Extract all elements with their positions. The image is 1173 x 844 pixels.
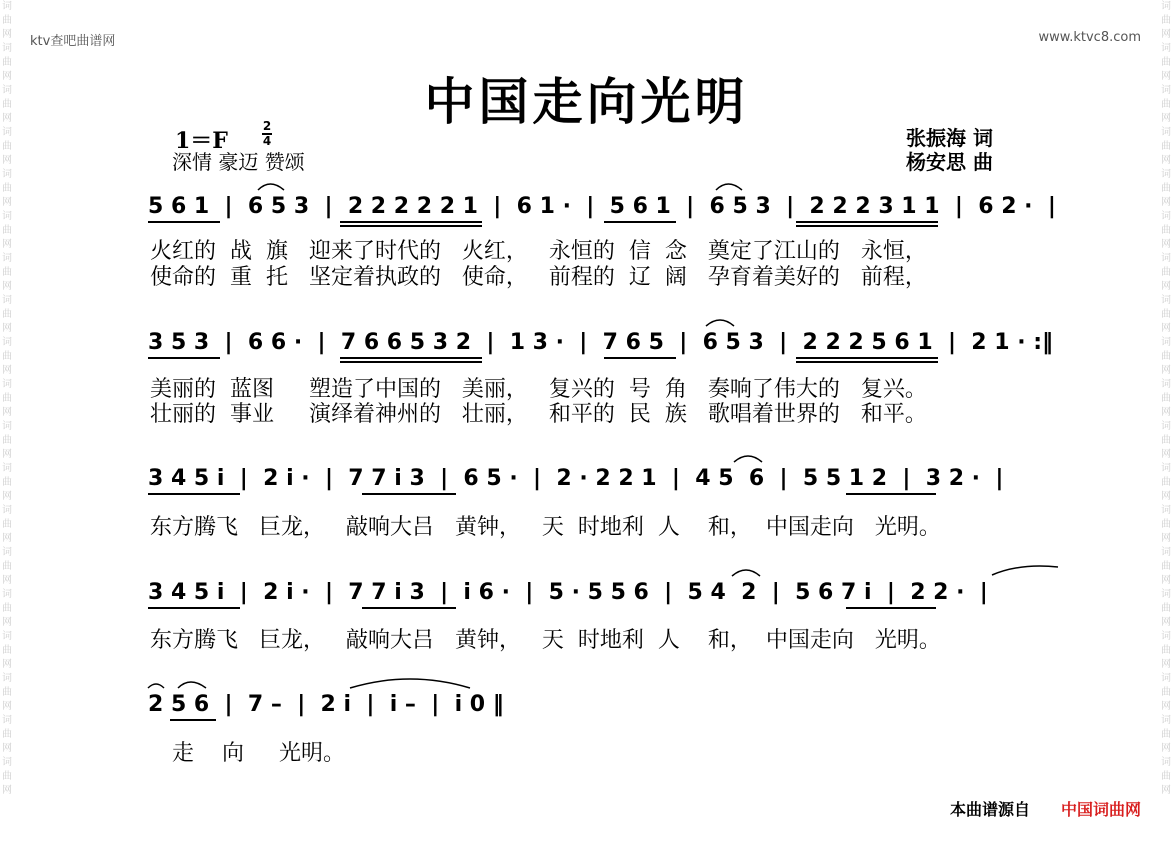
key-signature: 1＝F [175,128,228,154]
composer-credit: 杨安思 曲 [906,150,993,174]
site-url-right[interactable]: www.ktvc8.com [1038,30,1141,45]
notation-row-1: 5 6 1 | 6 5 3 | 2 2 2 2 2 1 | 6 1 · | 5 6 1 | 6 5 3 | 2 2 2 3 1 1 | 6 2 · | [148,194,1056,219]
notation-row-4: 3 4 5 i | 2 i · | 7 7 i 3 | i 6 · | 5 · 5 5 6 | 5 4 2 | 5 6 7 i | 2 2 · | [148,580,988,605]
slur-row2 [706,320,734,326]
song-title: 中国走向光明 [424,72,749,131]
lyric-row-4: 东方腾飞 巨龙， 敲响大吕 黄钟， 天 时地利 人 和， 中国走向 光明。 [150,628,941,653]
tie-row4 [992,566,1058,575]
time-signature-top: 2 [262,119,272,133]
time-signature-bottom: 4 [262,134,272,148]
tempo-mood: 深情 豪迈 赞颂 [172,150,305,174]
slur-row5-a [148,684,164,688]
lyric-row-1-verse-2: 使命的 重 托 坚定着执政的 使命， 前程的 辽 阔 孕育着美好的 前程， [150,265,927,290]
lyric-row-2-verse-1: 美丽的 蓝图 塑造了中国的 美丽， 复兴的 号 角 奏响了伟大的 复兴。 [150,377,927,402]
slur-row4-a [732,570,760,576]
notation-row-2: 3 5 3 | 6 6 · | 7 6 6 5 3 2 | 1 3 · | 7 6 5 | 6 5 3 | 2 2 2 5 6 1 | 2 1 · :‖ [148,330,1054,355]
lyric-row-2-verse-2: 壮丽的 事业 演绎着神州的 壮丽， 和平的 民 族 歌唱着世界的 和平。 [150,402,927,427]
tie-row5 [350,679,470,688]
slur-row1-b [716,184,742,190]
slur-row1-a [258,184,284,190]
slur-row3 [734,456,762,462]
lyric-row-1-verse-1: 火红的 战 旗 迎来了时代的 火红， 永恒的 信 念 奠定了江山的 永恒， [150,239,927,264]
lyric-row-3: 东方腾飞 巨龙， 敲响大吕 黄钟， 天 时地利 人 和， 中国走向 光明。 [150,515,941,540]
source-brand-link[interactable]: 中国词曲网 [1060,800,1141,819]
notation-row-3: 3 4 5 i | 2 i · | 7 7 i 3 | 6 5 · | 2 · 2 2 1 | 4 5 6 | 5 5 1 2 | 3 2 · | [148,466,1004,491]
slur-row5-b [178,682,206,688]
lyric-row-5: 走 向 光明。 [172,741,345,766]
side-watermark-left: 词曲网词曲网词曲网词曲网词曲网词曲网词曲网词曲网词曲网词曲网词曲网词曲网词曲网词曲网词曲网词曲网词曲网词曲网词曲网 [2,1,12,796]
notation-row-5: 2 5 6 | 7 – | 2 i | i – | i 0 ‖ [148,692,504,717]
side-watermark-right: 词曲网词曲网词曲网词曲网词曲网词曲网词曲网词曲网词曲网词曲网词曲网词曲网词曲网词曲网词曲网词曲网词曲网词曲网词曲网 [1161,1,1171,796]
site-name-left[interactable]: ktv查吧曲谱网 [30,34,116,49]
lyricist-credit: 张振海 词 [906,126,993,150]
source-label: 本曲谱源自 [949,800,1030,819]
